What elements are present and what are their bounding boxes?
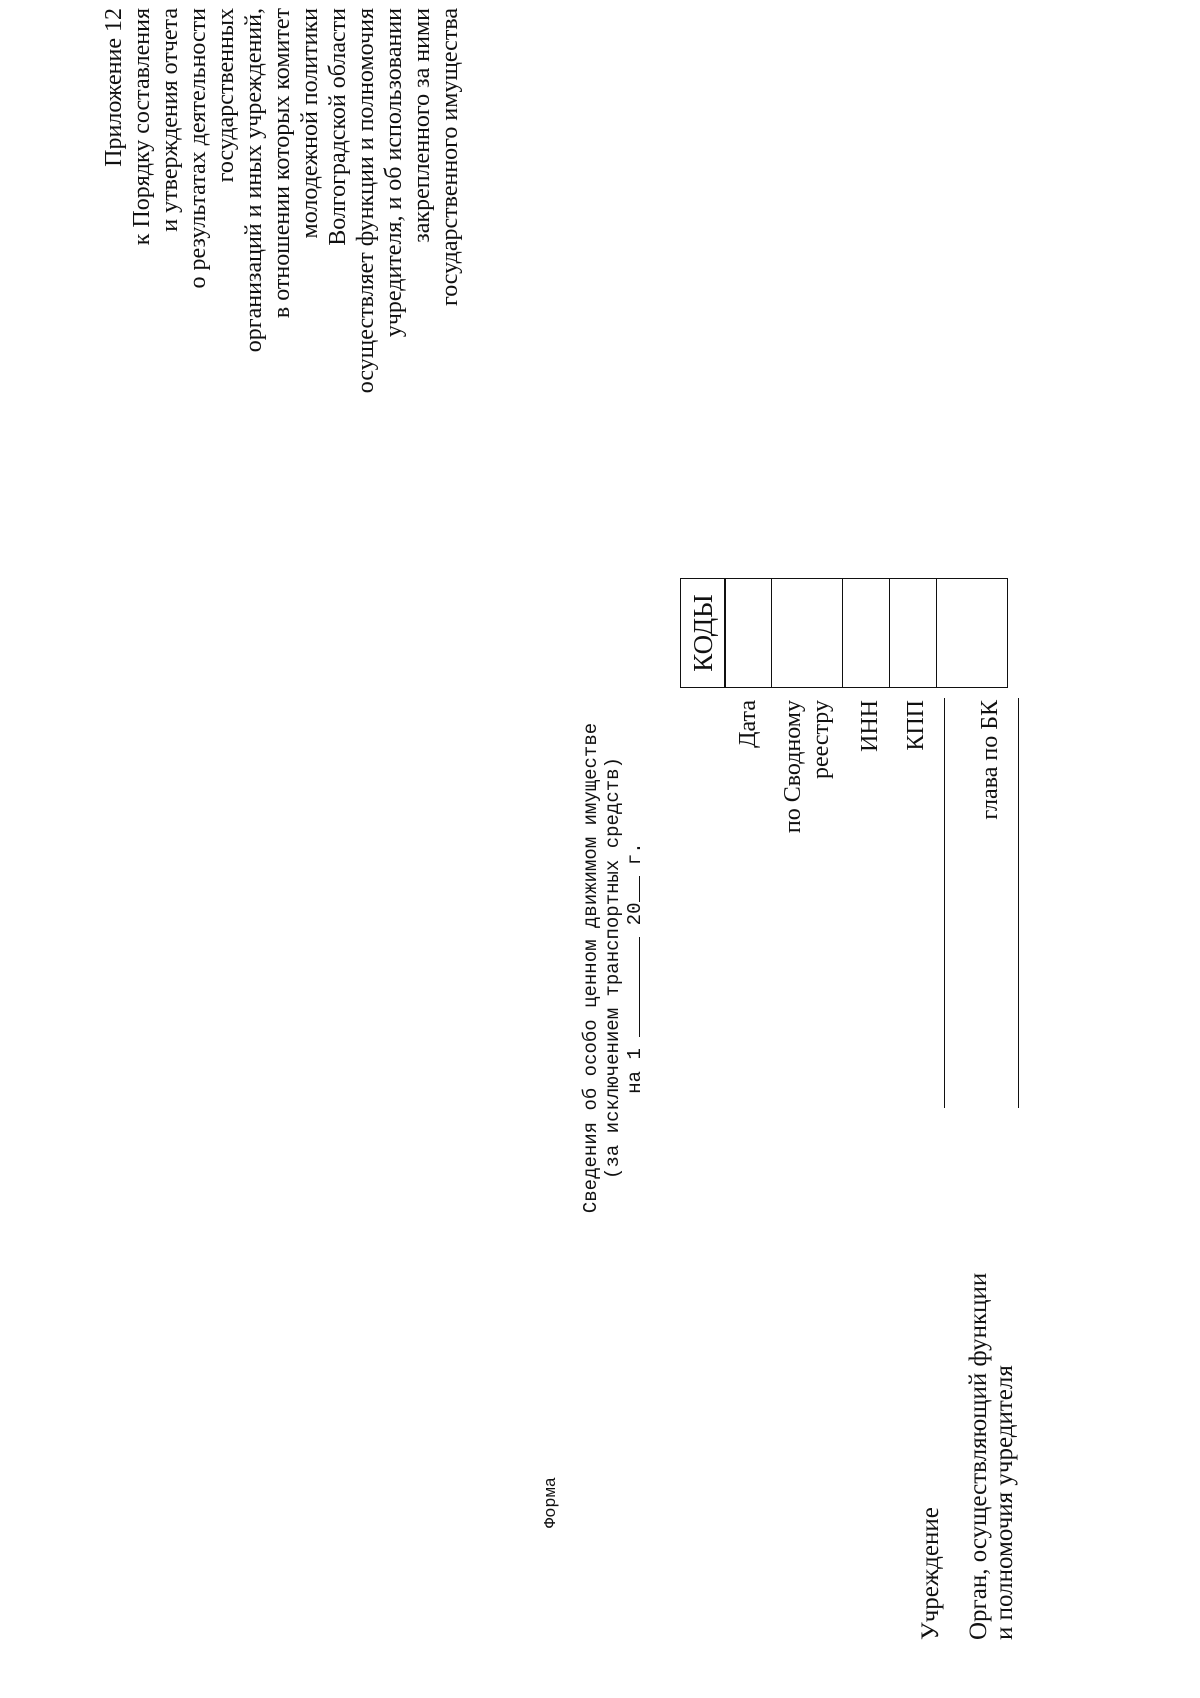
date-year-blank[interactable] bbox=[639, 877, 640, 903]
founder-label-line2: и полномочия учредителя bbox=[991, 1365, 1018, 1640]
appendix-block bbox=[100, 8, 464, 428]
appendix-line: и утверждения отчета bbox=[157, 8, 183, 232]
appendix-line: молодежной политики bbox=[297, 8, 323, 239]
code-row-chapter bbox=[937, 579, 1008, 688]
code-row-kpp bbox=[890, 579, 937, 688]
codes-table bbox=[724, 578, 1008, 688]
institution-field[interactable] bbox=[944, 698, 945, 1108]
appendix-line: к Порядку составления bbox=[129, 8, 155, 246]
title-line-1: Сведения об особо ценном движимом имуществе bbox=[580, 722, 602, 1214]
code-row-date bbox=[725, 579, 772, 688]
code-cell-registry[interactable] bbox=[772, 579, 843, 688]
founder-field[interactable] bbox=[1018, 698, 1019, 1108]
codes-header: КОДЫ bbox=[680, 578, 726, 688]
code-label-date: Дата bbox=[735, 700, 761, 748]
appendix-line: государственного имущества bbox=[437, 8, 463, 307]
code-cell-date[interactable] bbox=[725, 579, 772, 688]
appendix-line: организаций и иных учреждений, bbox=[241, 8, 267, 353]
code-cell-kpp[interactable] bbox=[890, 579, 937, 688]
date-prefix: на 1 bbox=[624, 1048, 646, 1094]
code-label-chapter: глава по БК bbox=[977, 700, 1003, 820]
report-date-line bbox=[624, 588, 646, 1348]
appendix-line: закрепленного за ними bbox=[409, 8, 435, 243]
appendix-line: Приложение 12 bbox=[101, 8, 127, 167]
date-day-month-blank[interactable] bbox=[639, 937, 640, 1037]
appendix-line: осуществляет функции и полномочия bbox=[353, 8, 379, 394]
institution-label: Учреждение bbox=[917, 1507, 944, 1640]
date-year-prefix: 20 bbox=[624, 902, 646, 926]
code-label-kpp: КПП bbox=[903, 700, 929, 751]
code-label-registry-2: реестру bbox=[808, 700, 834, 780]
code-label-inn: ИНН bbox=[857, 700, 883, 752]
code-row-inn bbox=[843, 579, 890, 688]
code-label-registry-1: по Сводному bbox=[780, 700, 806, 834]
form-label: Форма bbox=[542, 1476, 561, 1528]
form-title bbox=[580, 588, 646, 1348]
code-row-registry bbox=[772, 579, 843, 688]
appendix-line: в отношении которых комитет bbox=[269, 8, 295, 319]
appendix-line: Волгоградской области bbox=[325, 8, 351, 246]
date-suffix: г. bbox=[624, 842, 646, 866]
appendix-line: государственных bbox=[213, 8, 239, 183]
appendix-line: о результатах деятельности bbox=[185, 8, 211, 289]
code-cell-chapter[interactable] bbox=[937, 579, 1008, 688]
title-line-2: (за исключением транспортных средств) bbox=[602, 757, 624, 1179]
code-cell-inn[interactable] bbox=[843, 579, 890, 688]
appendix-line: учредителя, и об использовании bbox=[381, 8, 407, 338]
founder-label-line1: Орган, осуществляющий функции bbox=[965, 1272, 992, 1640]
